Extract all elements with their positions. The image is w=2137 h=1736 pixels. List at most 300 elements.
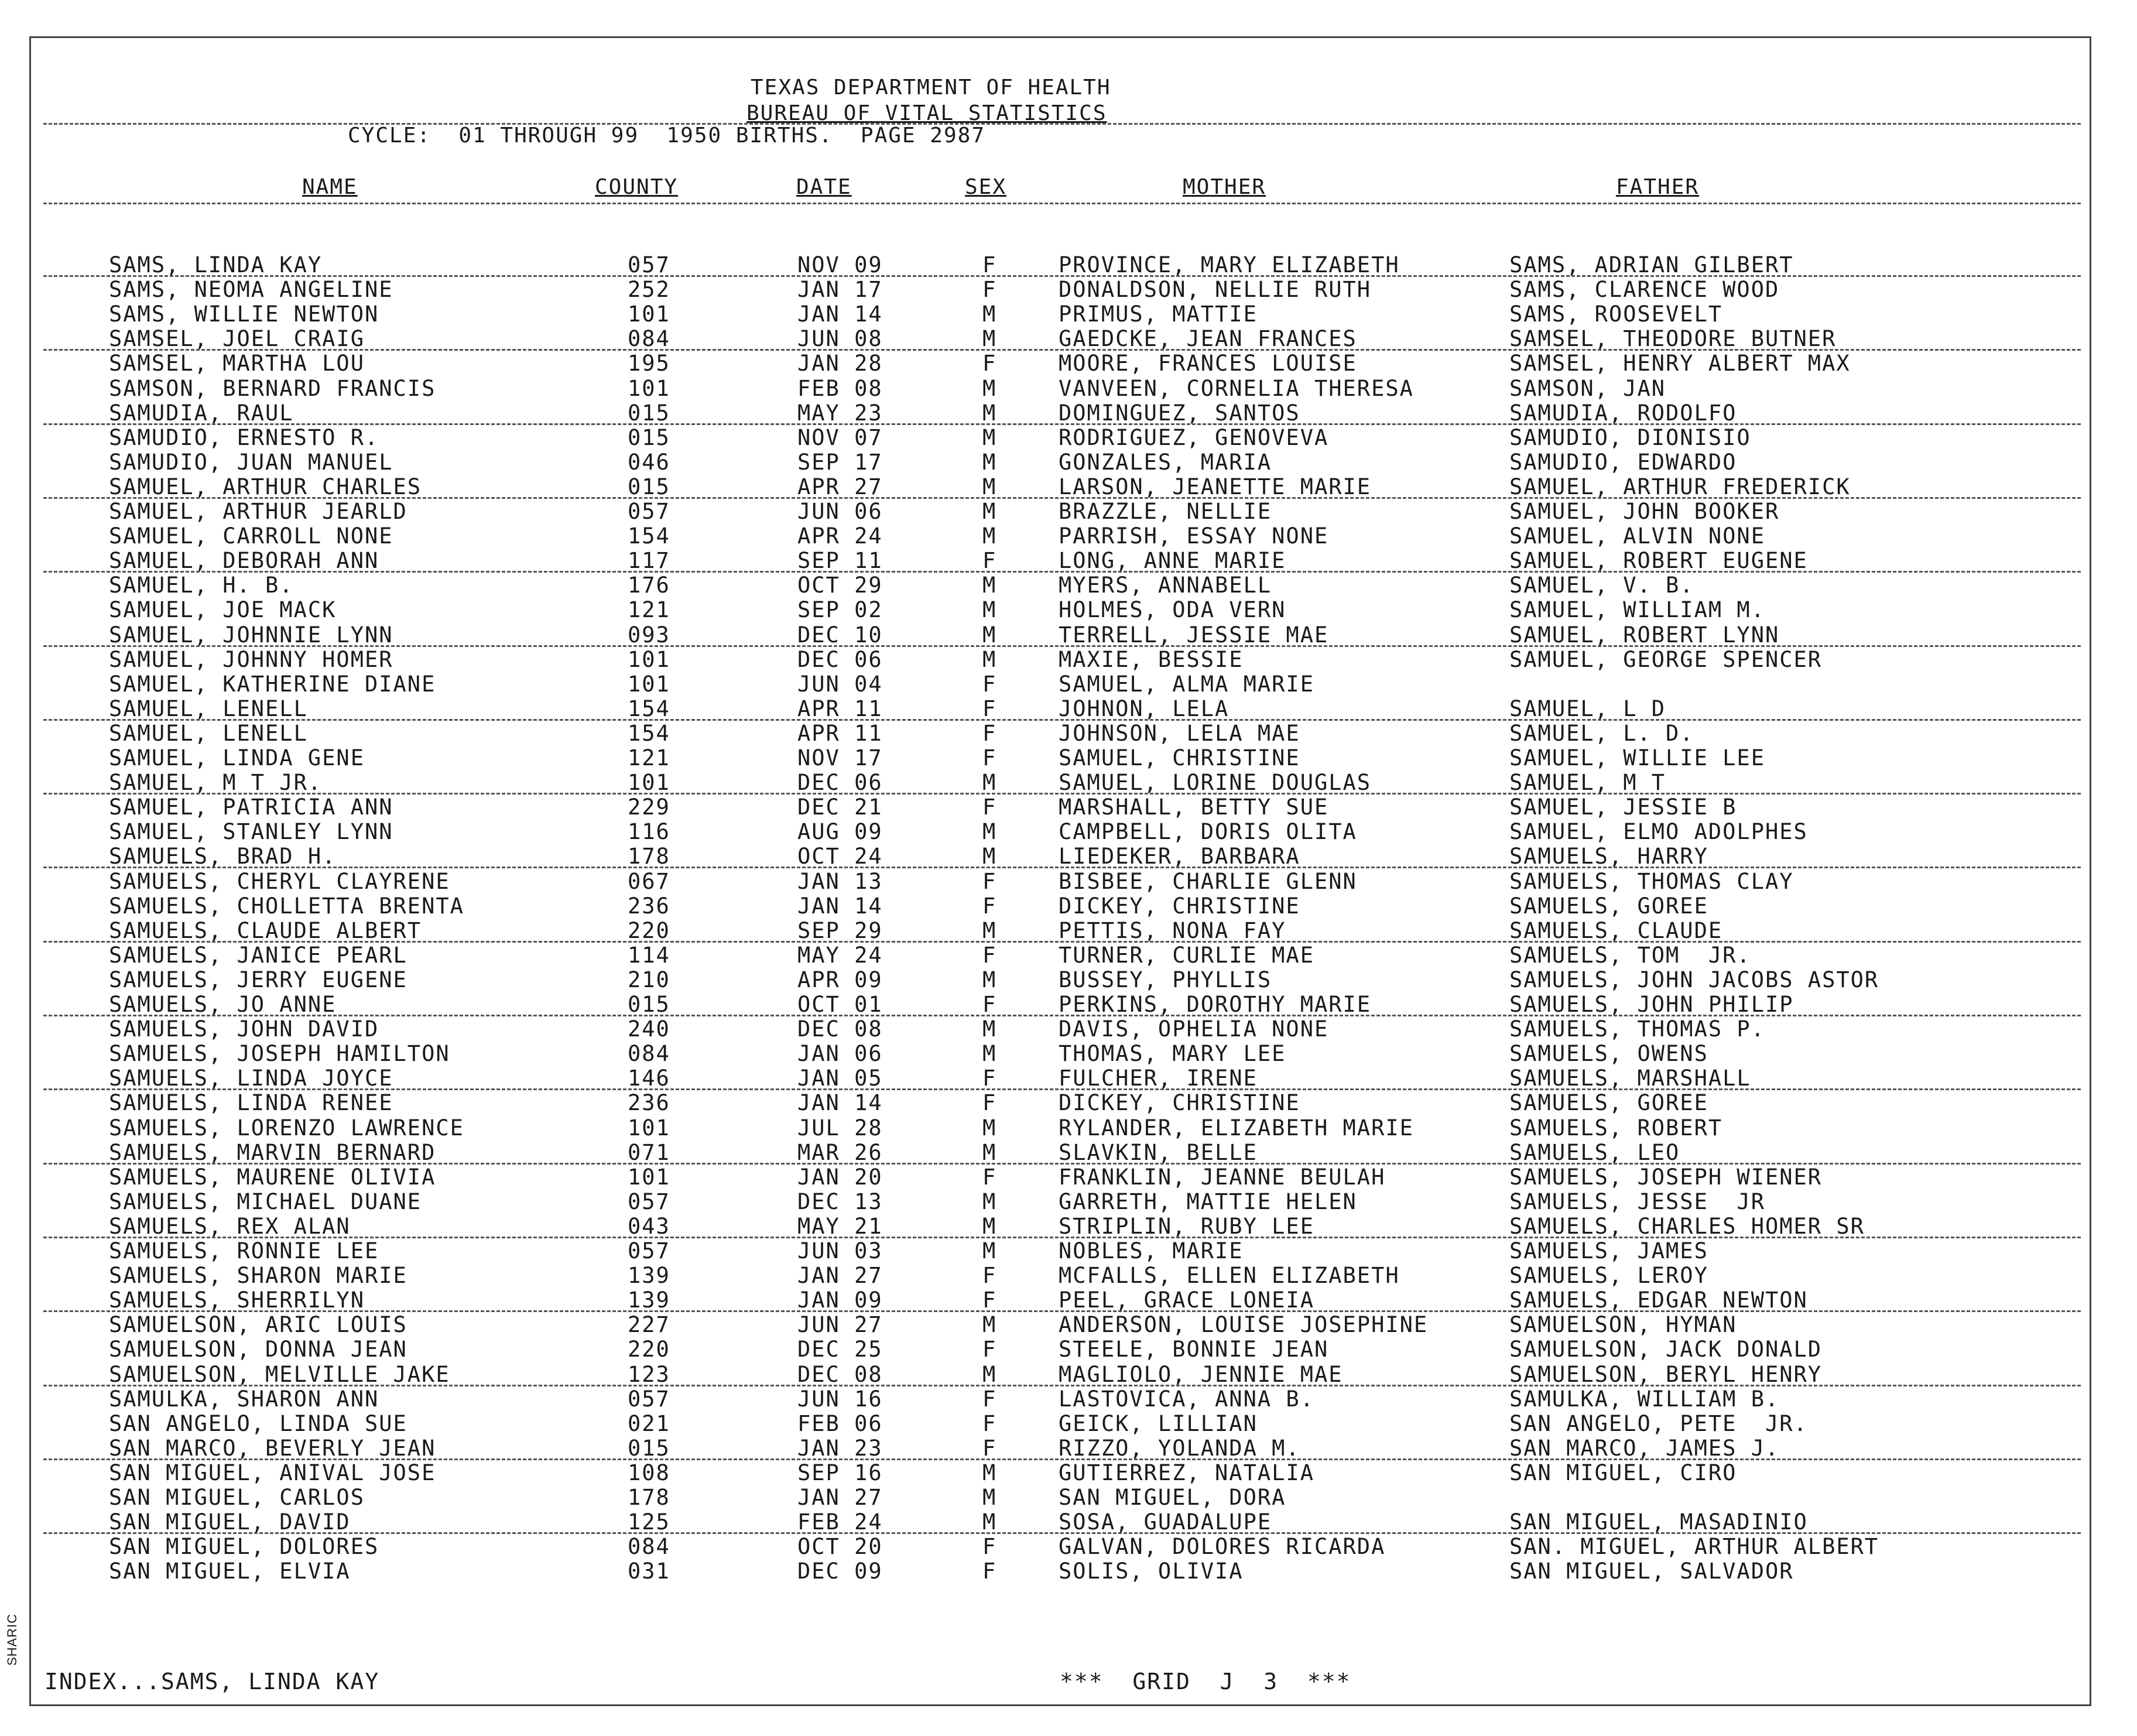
cell-name: SAMUELS, JO ANNE: [109, 992, 337, 1017]
cell-sex: M: [982, 819, 997, 845]
table-row: [0, 721, 2137, 746]
cell-sex: F: [982, 720, 997, 746]
table-row: [0, 302, 2137, 327]
cell-county: 139: [628, 1263, 670, 1289]
cell-sex: M: [982, 499, 997, 524]
table-row: [0, 1190, 2137, 1214]
group-divider: [43, 867, 2081, 868]
cell-father: SAMUEL, GEORGE SPENCER: [1509, 646, 1823, 672]
cell-father: SAN MARCO, JAMES J.: [1509, 1435, 1780, 1461]
cell-county: 084: [628, 1041, 670, 1067]
cell-name: SAN MIGUEL, ELVIA: [109, 1559, 351, 1584]
cell-name: SAMSEL, MARTHA LOU: [109, 351, 365, 376]
table-row: [0, 697, 2137, 721]
table-row: [0, 919, 2137, 943]
cell-sex: M: [982, 1041, 997, 1067]
cell-county: 101: [628, 671, 670, 697]
cell-county: 154: [628, 720, 670, 746]
header-bureau: BUREAU OF VITAL STATISTICS: [746, 101, 1107, 125]
cell-father: SAMUELS, JOSEPH WIENER: [1509, 1164, 1823, 1190]
cell-county: 227: [628, 1312, 670, 1338]
column-header-county: COUNTY: [595, 175, 679, 199]
cell-name: SAMUELS, MAURENE OLIVIA: [109, 1164, 436, 1190]
cell-county: 093: [628, 622, 670, 648]
cell-father: SAMS, ADRIAN GILBERT: [1509, 252, 1794, 278]
cell-father: SAMS, ROOSEVELT: [1509, 302, 1723, 327]
table-row: [0, 795, 2137, 820]
cell-county: 071: [628, 1139, 670, 1165]
cell-name: SAN MIGUEL, DAVID: [109, 1509, 351, 1535]
cell-county: 220: [628, 1337, 670, 1362]
cell-date: JUN 04: [797, 671, 883, 697]
cell-date: OCT 20: [797, 1534, 883, 1560]
cell-father: SAMUELSON, BERYL HENRY: [1509, 1361, 1823, 1387]
cell-mother: HOLMES, ODA VERN: [1059, 597, 1286, 623]
table-row: [0, 1141, 2137, 1165]
cell-date: DEC 25: [797, 1337, 883, 1362]
cell-name: SAMS, NEOMA ANGELINE: [109, 277, 393, 303]
table-row: [0, 894, 2137, 919]
cell-father: SAMUELS, THOMAS P.: [1509, 1016, 1765, 1042]
table-row: [0, 475, 2137, 499]
cell-mother: MYERS, ANNABELL: [1059, 573, 1272, 598]
table-row: [0, 450, 2137, 475]
cell-date: FEB 06: [797, 1410, 883, 1436]
cell-father: SAMUELS, LEO: [1509, 1139, 1680, 1165]
cell-mother: MCFALLS, ELLEN ELIZABETH: [1059, 1263, 1400, 1289]
cell-county: 139: [628, 1288, 670, 1313]
cell-name: SAMUELS, SHERRILYN: [109, 1288, 365, 1313]
cell-mother: MOORE, FRANCES LOUISE: [1059, 351, 1357, 376]
cell-date: OCT 24: [797, 844, 883, 869]
cell-sex: M: [982, 597, 997, 623]
cell-father: SAMUEL, ALVIN NONE: [1509, 523, 1765, 549]
cell-date: JAN 17: [797, 277, 883, 303]
cell-date: JUN 27: [797, 1312, 883, 1338]
cell-mother: STRIPLIN, RUBY LEE: [1059, 1213, 1314, 1239]
cell-county: 101: [628, 375, 670, 401]
cell-county: 067: [628, 868, 670, 894]
cell-date: NOV 09: [797, 252, 883, 278]
table-row: [0, 1288, 2137, 1313]
cell-father: SAMUEL, V. B.: [1509, 573, 1694, 598]
cell-mother: GEICK, LILLIAN: [1059, 1410, 1258, 1436]
cell-sex: M: [982, 400, 997, 426]
cell-name: SAMUELS, JOSEPH HAMILTON: [109, 1041, 450, 1067]
table-row: [0, 746, 2137, 771]
cell-name: SAMULKA, SHARON ANN: [109, 1386, 379, 1412]
cell-county: 210: [628, 967, 670, 992]
column-header-name: NAME: [302, 175, 358, 199]
table-row: [0, 1559, 2137, 1584]
cell-sex: F: [982, 1164, 997, 1190]
cell-county: 031: [628, 1559, 670, 1584]
cell-mother: RYLANDER, ELIZABETH MARIE: [1059, 1115, 1414, 1141]
cell-name: SAMUELSON, ARIC LOUIS: [109, 1312, 407, 1338]
cell-sex: M: [982, 1139, 997, 1165]
cell-father: SAMUEL, WILLIE LEE: [1509, 745, 1765, 771]
cell-mother: SOSA, GUADALUPE: [1059, 1509, 1272, 1535]
cell-father: SAMUELS, THOMAS CLAY: [1509, 868, 1794, 894]
cell-county: 043: [628, 1213, 670, 1239]
cell-father: SAMUELS, GOREE: [1509, 1090, 1708, 1116]
cell-name: SAMUEL, M T JR.: [109, 770, 323, 796]
cell-sex: M: [982, 1312, 997, 1338]
cell-sex: F: [982, 868, 997, 894]
table-row: [0, 1264, 2137, 1288]
footer-index: INDEX...SAMS, LINDA KAY: [44, 1669, 380, 1694]
cell-mother: TERRELL, JESSIE MAE: [1059, 622, 1329, 648]
cell-county: 101: [628, 1115, 670, 1141]
cell-sex: M: [982, 646, 997, 672]
cell-date: DEC 13: [797, 1189, 883, 1214]
cell-sex: F: [982, 1386, 997, 1412]
cell-name: SAMUELSON, DONNA JEAN: [109, 1337, 407, 1362]
cell-father: SAMUEL, JESSIE B: [1509, 795, 1737, 820]
cell-date: FEB 08: [797, 375, 883, 401]
cell-date: OCT 29: [797, 573, 883, 598]
cell-date: JAN 09: [797, 1288, 883, 1313]
cell-father: SAN ANGELO, PETE JR.: [1509, 1410, 1808, 1436]
cell-mother: SOLIS, OLIVIA: [1059, 1559, 1244, 1584]
cell-mother: STEELE, BONNIE JEAN: [1059, 1337, 1329, 1362]
cell-date: MAY 23: [797, 400, 883, 426]
cell-county: 154: [628, 523, 670, 549]
cell-date: JAN 27: [797, 1263, 883, 1289]
cell-mother: PRIMUS, MATTIE: [1059, 302, 1258, 327]
table-row: [0, 844, 2137, 869]
cell-father: SAMUELS, CLAUDE: [1509, 917, 1723, 943]
cell-father: SAMUELS, EDGAR NEWTON: [1509, 1288, 1808, 1313]
side-tag: SHARIC: [5, 1613, 19, 1666]
cell-name: SAMUELS, JOHN DAVID: [109, 1016, 379, 1042]
cell-sex: M: [982, 917, 997, 943]
cell-sex: M: [982, 302, 997, 327]
cell-name: SAMUELS, REX ALAN: [109, 1213, 351, 1239]
cell-county: 057: [628, 1386, 670, 1412]
cell-date: DEC 06: [797, 770, 883, 796]
cell-date: JUN 03: [797, 1238, 883, 1264]
cell-father: SAMUELS, GOREE: [1509, 893, 1708, 919]
cell-county: 252: [628, 277, 670, 303]
table-row: [0, 278, 2137, 302]
cell-name: SAMUELS, RONNIE LEE: [109, 1238, 379, 1264]
cell-date: SEP 11: [797, 548, 883, 574]
cell-sex: M: [982, 1509, 997, 1535]
column-header-divider: [43, 203, 2081, 204]
table-row: [0, 1066, 2137, 1091]
cell-date: JUN 16: [797, 1386, 883, 1412]
cell-name: SAMUELS, JANICE PEARL: [109, 942, 407, 968]
cell-mother: SLAVKIN, BELLE: [1059, 1139, 1258, 1165]
cell-mother: PETTIS, NONA FAY: [1059, 917, 1286, 943]
table-row: [0, 1239, 2137, 1264]
cell-date: JUN 06: [797, 499, 883, 524]
cell-name: SAMUELS, JERRY EUGENE: [109, 967, 407, 992]
cell-name: SAMUELS, LORENZO LAWRENCE: [109, 1115, 464, 1141]
table-row: [0, 1485, 2137, 1510]
cell-name: SAMUEL, JOE MACK: [109, 597, 337, 623]
cell-date: DEC 21: [797, 795, 883, 820]
cell-date: DEC 08: [797, 1361, 883, 1387]
cell-mother: MAGLIOLO, JENNIE MAE: [1059, 1361, 1343, 1387]
cell-county: 057: [628, 499, 670, 524]
cell-county: 101: [628, 302, 670, 327]
cell-sex: M: [982, 1115, 997, 1141]
cell-father: SAMUEL, WILLIAM M.: [1509, 597, 1765, 623]
cell-county: 220: [628, 917, 670, 943]
cell-date: DEC 08: [797, 1016, 883, 1042]
table-row: [0, 524, 2137, 549]
cell-county: 125: [628, 1509, 670, 1535]
cell-mother: DICKEY, CHRISTINE: [1059, 893, 1300, 919]
cell-county: 015: [628, 992, 670, 1017]
cell-mother: LIEDEKER, BARBARA: [1059, 844, 1300, 869]
cell-sex: F: [982, 992, 997, 1017]
table-row: [0, 1535, 2137, 1559]
cell-mother: RIZZO, YOLANDA M.: [1059, 1435, 1300, 1461]
cell-mother: NOBLES, MARIE: [1059, 1238, 1244, 1264]
cell-county: 101: [628, 770, 670, 796]
cell-county: 101: [628, 646, 670, 672]
table-row: [0, 253, 2137, 278]
cell-date: JAN 13: [797, 868, 883, 894]
cell-mother: THOMAS, MARY LEE: [1059, 1041, 1286, 1067]
cell-sex: M: [982, 326, 997, 352]
cell-name: SAMUEL, CARROLL NONE: [109, 523, 393, 549]
cell-date: AUG 09: [797, 819, 883, 845]
cell-date: APR 11: [797, 696, 883, 721]
cell-name: SAMUELSON, MELVILLE JAKE: [109, 1361, 450, 1387]
cell-county: 236: [628, 893, 670, 919]
cell-mother: DOMINGUEZ, SANTOS: [1059, 400, 1300, 426]
cell-date: JAN 28: [797, 351, 883, 376]
cell-county: 108: [628, 1460, 670, 1485]
footer-grid: *** GRID J 3 ***: [1060, 1669, 1351, 1694]
cell-date: APR 27: [797, 474, 883, 499]
cell-father: SAMUEL, ROBERT EUGENE: [1509, 548, 1808, 574]
cell-sex: M: [982, 844, 997, 869]
cell-sex: F: [982, 252, 997, 278]
cell-father: SAMUELS, JESSE JR: [1509, 1189, 1765, 1214]
cell-sex: F: [982, 1534, 997, 1560]
table-row: [0, 1017, 2137, 1042]
cell-father: SAMUELS, ROBERT: [1509, 1115, 1723, 1141]
cell-sex: M: [982, 1016, 997, 1042]
cell-father: SAMUELS, TOM JR.: [1509, 942, 1751, 968]
table-row: [0, 1337, 2137, 1362]
cell-father: SAMSEL, THEODORE BUTNER: [1509, 326, 1837, 352]
cell-date: NOV 07: [797, 424, 883, 450]
cell-sex: F: [982, 696, 997, 721]
cell-mother: RODRIGUEZ, GENOVEVA: [1059, 424, 1329, 450]
cell-sex: F: [982, 1066, 997, 1091]
cell-name: SAMUEL, JOHNNY HOMER: [109, 646, 393, 672]
cell-sex: F: [982, 351, 997, 376]
cell-father: SAMS, CLARENCE WOOD: [1509, 277, 1780, 303]
table-row: [0, 1116, 2137, 1141]
table-row: [0, 648, 2137, 672]
cell-father: SAMUDIO, EDWARDO: [1509, 449, 1737, 475]
cell-name: SAMUEL, PATRICIA ANN: [109, 795, 393, 820]
cell-name: SAMS, LINDA KAY: [109, 252, 323, 278]
cell-county: 236: [628, 1090, 670, 1116]
cell-name: SAMSON, BERNARD FRANCIS: [109, 375, 436, 401]
cell-sex: M: [982, 1213, 997, 1239]
cell-mother: ANDERSON, LOUISE JOSEPHINE: [1059, 1312, 1429, 1338]
cell-name: SAN MIGUEL, DOLORES: [109, 1534, 379, 1560]
cell-name: SAMUDIO, JUAN MANUEL: [109, 449, 393, 475]
cell-county: 121: [628, 745, 670, 771]
cell-name: SAMUEL, LENELL: [109, 696, 308, 721]
cell-sex: F: [982, 942, 997, 968]
cell-sex: F: [982, 277, 997, 303]
table-row: [0, 771, 2137, 795]
cell-date: MAR 26: [797, 1139, 883, 1165]
cell-sex: M: [982, 474, 997, 499]
table-row: [0, 1510, 2137, 1535]
cell-sex: F: [982, 671, 997, 697]
cell-sex: M: [982, 770, 997, 796]
column-header-sex: SEX: [965, 175, 1007, 199]
cell-sex: M: [982, 1485, 997, 1510]
cell-mother: GARRETH, MATTIE HELEN: [1059, 1189, 1357, 1214]
table-row: [0, 1165, 2137, 1190]
cell-county: 178: [628, 1485, 670, 1510]
cell-sex: M: [982, 424, 997, 450]
cell-county: 240: [628, 1016, 670, 1042]
cell-sex: F: [982, 745, 997, 771]
cell-date: MAY 24: [797, 942, 883, 968]
cell-county: 084: [628, 1534, 670, 1560]
cell-father: SAMUELS, HARRY: [1509, 844, 1708, 869]
column-header-father: FATHER: [1616, 175, 1700, 199]
cell-date: SEP 16: [797, 1460, 883, 1485]
cell-mother: GALVAN, DOLORES RICARDA: [1059, 1534, 1386, 1560]
cell-name: SAMUEL, KATHERINE DIANE: [109, 671, 436, 697]
cell-father: SAMUELS, OWENS: [1509, 1041, 1708, 1067]
cell-county: 015: [628, 400, 670, 426]
cell-sex: F: [982, 1410, 997, 1436]
cell-name: SAN ANGELO, LINDA SUE: [109, 1410, 407, 1436]
cell-county: 101: [628, 1164, 670, 1190]
cell-name: SAMUELS, MARVIN BERNARD: [109, 1139, 436, 1165]
cell-county: 114: [628, 942, 670, 968]
cell-mother: PARRISH, ESSAY NONE: [1059, 523, 1329, 549]
cell-sex: F: [982, 893, 997, 919]
cell-name: SAMUEL, LINDA GENE: [109, 745, 365, 771]
cell-sex: M: [982, 967, 997, 992]
cell-date: JAN 23: [797, 1435, 883, 1461]
table-row: [0, 869, 2137, 894]
cell-name: SAMUDIA, RAUL: [109, 400, 294, 426]
cell-county: 146: [628, 1066, 670, 1091]
cell-mother: DONALDSON, NELLIE RUTH: [1059, 277, 1372, 303]
cell-date: JAN 14: [797, 302, 883, 327]
cell-county: 084: [628, 326, 670, 352]
table-row: [0, 672, 2137, 697]
cell-father: SAMUEL, ROBERT LYNN: [1509, 622, 1780, 648]
header-title: TEXAS DEPARTMENT OF HEALTH: [751, 76, 1111, 100]
cell-mother: SAMUEL, CHRISTINE: [1059, 745, 1300, 771]
cell-county: 178: [628, 844, 670, 869]
cell-mother: MAXIE, BESSIE: [1059, 646, 1244, 672]
table-row: [0, 573, 2137, 598]
cell-date: JAN 27: [797, 1485, 883, 1510]
cell-name: SAMUEL, ARTHUR JEARLD: [109, 499, 407, 524]
cell-name: SAMUEL, DEBORAH ANN: [109, 548, 379, 574]
cell-name: SAMUELS, CLAUDE ALBERT: [109, 917, 422, 943]
cell-sex: M: [982, 622, 997, 648]
cell-father: SAN. MIGUEL, ARTHUR ALBERT: [1509, 1534, 1879, 1560]
cell-mother: DAVIS, OPHELIA NONE: [1059, 1016, 1329, 1042]
cell-name: SAMUEL, LENELL: [109, 720, 308, 746]
cell-father: SAMSON, JAN: [1509, 375, 1666, 401]
cell-mother: LARSON, JEANETTE MARIE: [1059, 474, 1372, 499]
table-row: [0, 327, 2137, 351]
cell-sex: F: [982, 795, 997, 820]
cell-date: DEC 10: [797, 622, 883, 648]
cell-date: DEC 06: [797, 646, 883, 672]
cell-sex: M: [982, 1238, 997, 1264]
cell-mother: PERKINS, DOROTHY MARIE: [1059, 992, 1372, 1017]
cell-county: 154: [628, 696, 670, 721]
table-row: [0, 549, 2137, 573]
cell-date: MAY 21: [797, 1213, 883, 1239]
cell-name: SAMUEL, H. B.: [109, 573, 294, 598]
cell-county: 021: [628, 1410, 670, 1436]
table-row: [0, 499, 2137, 524]
cell-father: SAMUEL, M T: [1509, 770, 1666, 796]
cell-mother: PEEL, GRACE LONEIA: [1059, 1288, 1314, 1313]
cell-date: APR 11: [797, 720, 883, 746]
table-row: [0, 1091, 2137, 1115]
cell-name: SAN MARCO, BEVERLY JEAN: [109, 1435, 436, 1461]
cell-name: SAMUELS, BRAD H.: [109, 844, 337, 869]
table-row: [0, 992, 2137, 1017]
cell-father: SAMUELS, JOHN PHILIP: [1509, 992, 1794, 1017]
table-row: [0, 426, 2137, 450]
cell-mother: GONZALES, MARIA: [1059, 449, 1272, 475]
cell-mother: CAMPBELL, DORIS OLITA: [1059, 819, 1357, 845]
table-row: [0, 1214, 2137, 1239]
table-row: [0, 351, 2137, 376]
cell-father: SAN MIGUEL, MASADINIO: [1509, 1509, 1808, 1535]
cell-county: 195: [628, 351, 670, 376]
table-row: [0, 1042, 2137, 1066]
cell-mother: FRANKLIN, JEANNE BEULAH: [1059, 1164, 1386, 1190]
cell-father: SAMUDIA, RODOLFO: [1509, 400, 1737, 426]
cell-date: SEP 17: [797, 449, 883, 475]
table-row: [0, 1461, 2137, 1485]
cell-sex: M: [982, 449, 997, 475]
cell-father: SAMUEL, JOHN BOOKER: [1509, 499, 1780, 524]
cell-mother: LONG, ANNE MARIE: [1059, 548, 1286, 574]
cell-father: SAMSEL, HENRY ALBERT MAX: [1509, 351, 1851, 376]
table-row: [0, 943, 2137, 968]
cell-father: SAMUEL, L D: [1509, 696, 1666, 721]
cell-father: SAN MIGUEL, SALVADOR: [1509, 1559, 1794, 1584]
cell-county: 015: [628, 474, 670, 499]
table-row: [0, 1387, 2137, 1412]
cell-name: SAN MIGUEL, ANIVAL JOSE: [109, 1460, 436, 1485]
cell-county: 116: [628, 819, 670, 845]
cell-father: SAMUDIO, DIONISIO: [1509, 424, 1751, 450]
cell-mother: LASTOVICA, ANNA B.: [1059, 1386, 1314, 1412]
cell-sex: F: [982, 1337, 997, 1362]
table-row: [0, 623, 2137, 648]
table-row: [0, 401, 2137, 426]
